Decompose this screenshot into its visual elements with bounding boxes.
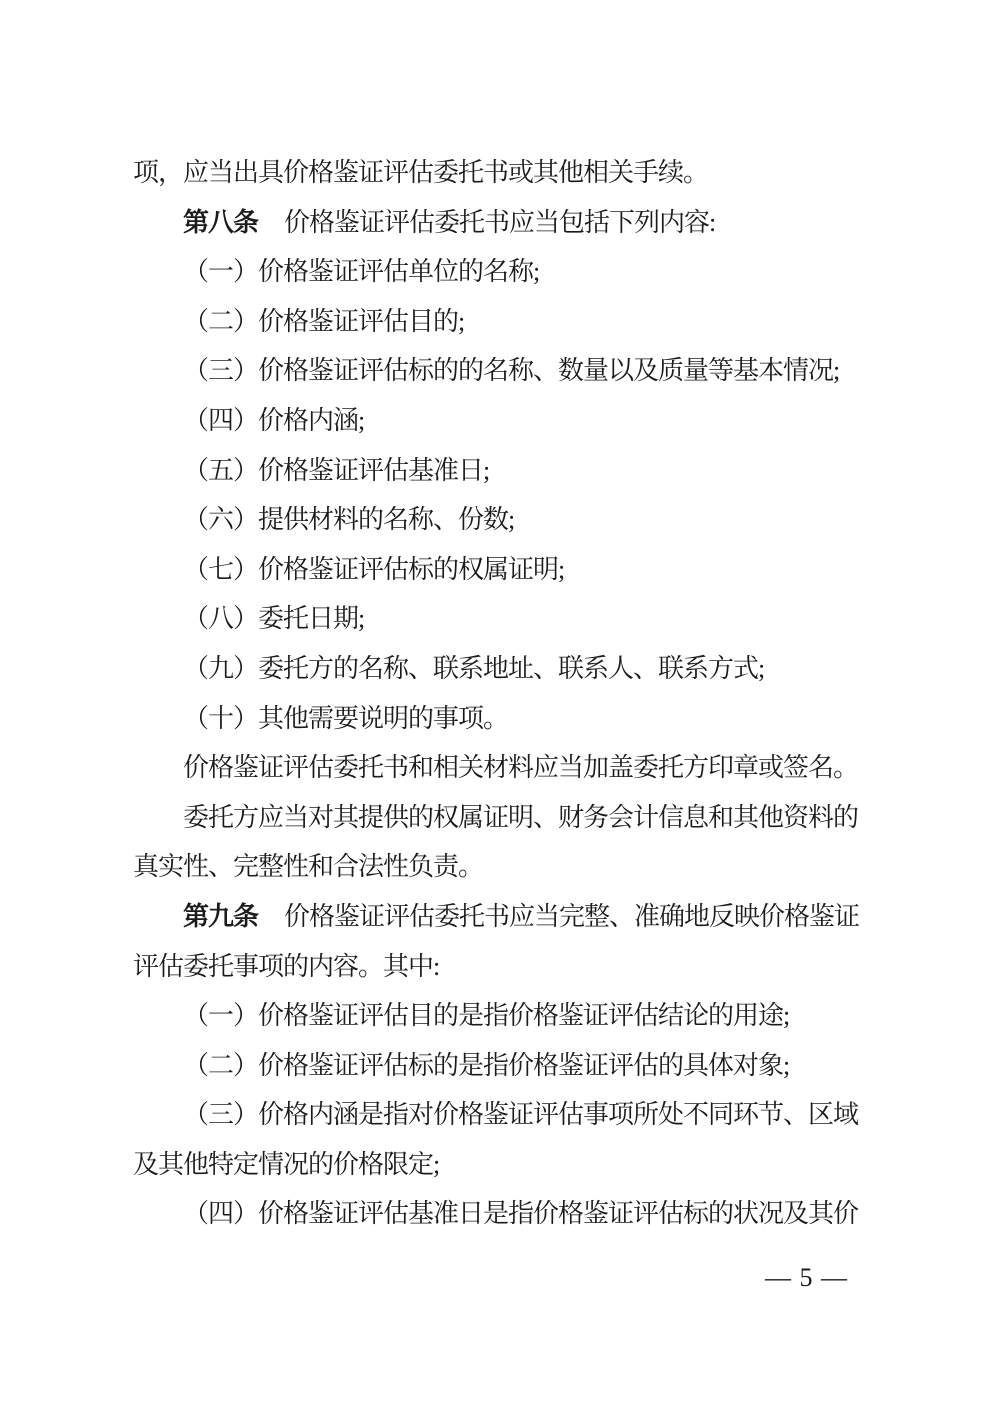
document-line [133,198,862,248]
document-line: （八）委托日期; [183,604,365,634]
document-line: （七）价格鉴证评估标的权属证明; [183,554,565,584]
document-line: （四）价格内涵; [183,405,365,435]
document-line: （四）价格鉴证评估基准日是指价格鉴证评估标的状况及其价 [183,1199,859,1229]
document-line: 项，应当出具价格鉴证评估委托书或其他相关手续。 [133,158,709,187]
article-number: 第九条 [183,901,259,931]
document-line: （九）委托方的名称、联系地址、联系人、联系方式; [183,653,765,683]
document-line: 委托方应当对其提供的权属证明、财务会计信息和其他资料的 [183,802,859,832]
line-text: 价格鉴证评估委托书应当包括下列内容: [284,207,716,237]
document-line: 评估委托事项的内容。其中: [133,951,440,981]
document-line: （三）价格内涵是指对价格鉴证评估事项所处不同环节、区域 [183,1100,859,1130]
document-line: （六）提供材料的名称、份数; [183,505,515,535]
document-line: （一）价格鉴证评估目的是指价格鉴证评估结论的用途; [183,1001,790,1031]
document-line: （三）价格鉴证评估标的的名称、数量以及质量等基本情况; [183,356,840,386]
document-line: 真实性、完整性和合法性负责。 [133,852,484,882]
document-line: （二）价格鉴证评估目的; [183,306,465,336]
document-line: （五）价格鉴证评估基准日; [183,455,490,485]
line-text: 价格鉴证评估委托书应当完整、准确地反映价格鉴证 [284,901,860,931]
document-body [133,148,862,1239]
document-line: 价格鉴证评估委托书和相关材料应当加盖委托方印章或签名。 [183,753,859,783]
page-number: — 5 — [765,1263,848,1292]
document-line: （一）价格鉴证评估单位的名称; [183,257,540,287]
document-line: 及其他特定情况的价格限定; [133,1149,440,1179]
document-line: （二）价格鉴证评估标的是指价格鉴证评估的具体对象; [183,1050,790,1080]
article-number: 第八条 [183,207,259,237]
document-line: （十）其他需要说明的事项。 [183,703,509,733]
document-line [133,892,862,942]
